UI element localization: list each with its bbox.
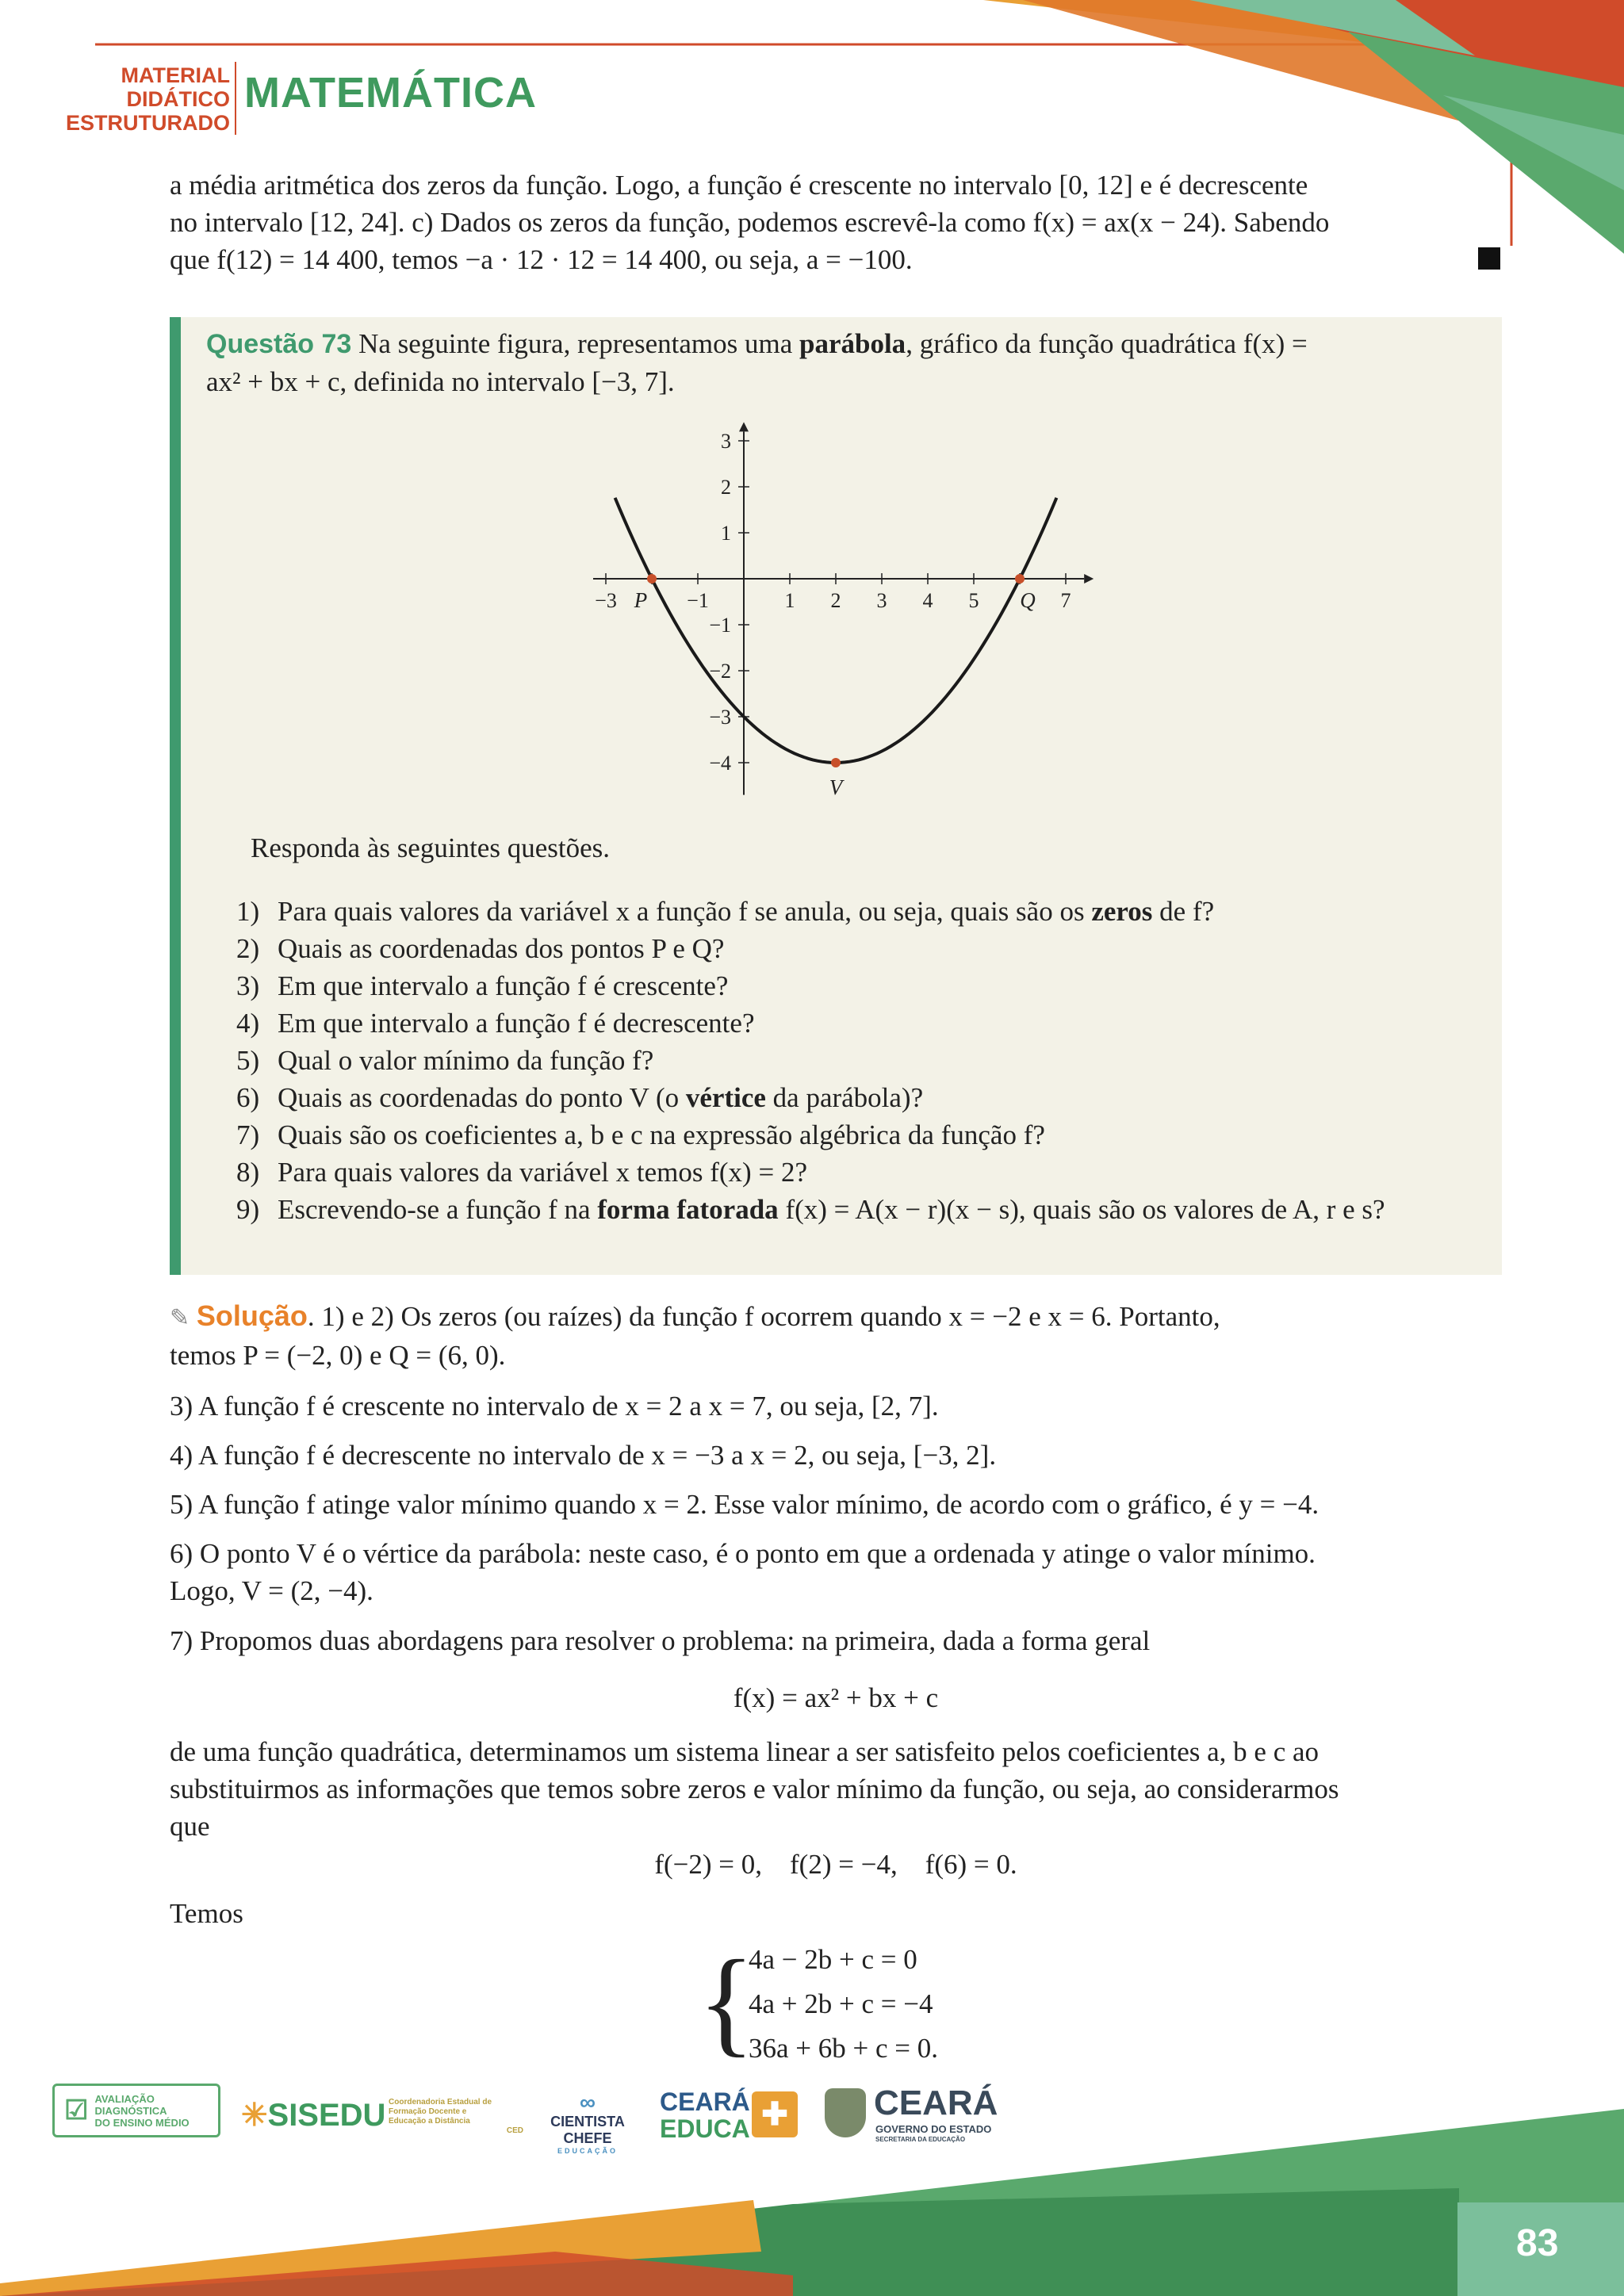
end-of-proof-square (1478, 247, 1500, 270)
x-tick-label: 7 (1060, 589, 1071, 612)
question-text-a: Na seguinte figura, representamos uma (358, 328, 799, 359)
question-item-number: 4) (236, 1008, 260, 1039)
solution-p3: 3) A função f é crescente no intervalo de x = 2 a x = 7, ou seja, [2, 7]. (170, 1391, 939, 1422)
solution-p1b: temos P = (−2, 0) e Q = (6, 0). (170, 1340, 506, 1371)
system-eq-1: 4a − 2b + c = 0 (749, 1944, 917, 1975)
brand-line-3: ESTRUTURADO (66, 111, 230, 135)
parabola-curve (615, 498, 1057, 763)
page-number: 83 (1516, 2222, 1559, 2264)
logo1-line2: DIAGNÓSTICA (94, 2104, 167, 2117)
question-item-number: 3) (236, 970, 260, 1001)
question-item-number: 7) (236, 1119, 260, 1150)
question-item-number: 1) (236, 896, 260, 927)
solution-p6a: 6) O ponto V é o vértice da parábola: neste caso, é o ponto em que a ordenada y atinge o valor mínimo. (170, 1538, 1316, 1569)
solution-p6 (170, 1535, 1502, 1609)
question-label: Questão 73 (206, 329, 352, 359)
y-tick-label: −3 (709, 706, 731, 729)
intro-line-3: que f(12) = 14 400, temos −a · 12 · 12 = 14 400, ou seja, a = −100. (170, 244, 913, 275)
intro-line-2: no intervalo [12, 24]. c) Dados os zeros da função, podemos escrevê-la como f(x) = ax(x − 24). Sabendo (170, 207, 1330, 238)
point-label-q: Q (1020, 588, 1036, 612)
solution-icon: ✎ (170, 1305, 190, 1331)
logo4-line1: CIENTISTA CHEFE (550, 2114, 625, 2146)
logo3-line1: Coordenadoria Estadual de (389, 2098, 492, 2107)
brand-divider (235, 62, 236, 135)
question-item-number: 8) (236, 1157, 260, 1188)
brand-logo-text (63, 63, 230, 135)
logo-governo-ceara (825, 2084, 1015, 2150)
question-item-text-a: Quais são os coeficientes a, b e c na expressão algébrica da função f? (278, 1119, 1045, 1150)
system-brace: { (698, 1936, 755, 2068)
educa-star-icon: ✚ (752, 2091, 798, 2137)
x-tick-label: 4 (922, 589, 933, 612)
system-eq-3: 36a + 6b + c = 0. (749, 2033, 939, 2064)
question-item-text-a: Em que intervalo a função f é decrescente? (278, 1008, 755, 1039)
y-tick-label: 1 (721, 522, 731, 545)
partner-logos (48, 2084, 1031, 2163)
logo3-line3: Educação a Distância (389, 2117, 470, 2126)
question-text-line2: ax² + bx + c, definida no intervalo [−3, 7]. (206, 366, 675, 397)
question-item (236, 1191, 1505, 1228)
question-item (236, 893, 1505, 930)
question-item-text (278, 1191, 1505, 1228)
y-tick-label: 2 (721, 476, 731, 499)
x-tick-label: 1 (784, 589, 795, 612)
logo3-line2: Formação Docente e (389, 2107, 467, 2116)
point-v (831, 758, 841, 767)
question-item (236, 1154, 1505, 1191)
logo-ced (389, 2084, 523, 2161)
solution-paragraph-1 (170, 1297, 1502, 1374)
logo6-line3: SECRETARIA DA EDUCAÇÃO (875, 2136, 966, 2143)
subject-title: MATEMÁTICA (244, 69, 537, 117)
logo-cientista-chefe (528, 2084, 647, 2155)
y-axis-arrow-icon (739, 422, 749, 431)
question-box (170, 317, 1502, 1275)
question-item (236, 1004, 1505, 1042)
logo6-line1: CEARÁ (874, 2084, 998, 2122)
question-item-number: 2) (236, 933, 260, 964)
question-item-text (278, 967, 1505, 1004)
x-tick-label: −1 (687, 589, 709, 612)
solution-p8 (170, 1733, 1502, 1845)
question-item-text (278, 1116, 1505, 1154)
question-statement (206, 325, 1499, 401)
logo-avaliacao-diagnostica (52, 2084, 220, 2137)
solution-p8c: que (170, 1811, 210, 1842)
solution-label: Solução (196, 1299, 308, 1332)
question-item-number: 6) (236, 1082, 260, 1113)
point-p (647, 574, 657, 584)
question-item-text-bold: forma fatorada (597, 1194, 779, 1225)
question-list (236, 893, 1505, 1228)
question-item-number: 9) (236, 1194, 260, 1225)
question-item (236, 1042, 1505, 1079)
question-item-text-a: Para quais valores da variável x a função f se anula, ou seja, quais são os (278, 896, 1092, 927)
logo-ceara-educa (660, 2084, 802, 2152)
question-item-text-bold: zeros (1091, 896, 1153, 927)
question-item-text-c: da parábola)? (765, 1082, 924, 1113)
question-item-text (278, 1004, 1505, 1042)
question-item-text-a: Em que intervalo a função f é crescente? (278, 970, 729, 1001)
point-label-v: V (829, 775, 843, 799)
question-text-bold: parábola (799, 328, 906, 359)
page-number-box (1457, 2202, 1624, 2296)
logo1-line1: AVALIAÇÃO (94, 2092, 155, 2105)
question-item (236, 1116, 1505, 1154)
parabola-graph (593, 412, 1101, 809)
solution-p5: 5) A função f atinge valor mínimo quando x = 2. Esse valor mínimo, de acordo com o gráfico, é y = −4. (170, 1489, 1320, 1520)
question-item-text-c: f(x) = A(x − r)(x − s), quais são os valores de A, r e s? (778, 1194, 1385, 1225)
solution-p9: Temos (170, 1898, 243, 1929)
question-text-b: , gráfico da função quadrática f(x) = (906, 328, 1308, 359)
check-icon: ☑ (64, 2095, 89, 2126)
logo5-line2: EDUCA (660, 2114, 750, 2143)
solution-p6b: Logo, V = (2, −4). (170, 1575, 373, 1606)
question-item-text (278, 930, 1505, 967)
question-item-text-a: Para quais valores da variável x temos f(x) = 2? (278, 1157, 807, 1188)
solution-p8b: substituirmos as informações que temos sobre zeros e valor mínimo da função, ou seja, ao considerarmos (170, 1774, 1339, 1804)
solution-p7: 7) Propomos duas abordagens para resolver o problema: na primeira, dada a forma geral (170, 1625, 1151, 1656)
brand-line-2: DIDÁTICO (126, 87, 230, 111)
question-item (236, 1079, 1505, 1116)
y-tick-label: −1 (709, 614, 731, 637)
logo1-line3: DO ENSINO MÉDIO (94, 2116, 190, 2129)
equation-conditions: f(−2) = 0, f(2) = −4, f(6) = 0. (654, 1849, 1017, 1880)
intro-line-1: a média aritmética dos zeros da função. Logo, a função é crescente no intervalo [0, 12] e é decrescente (170, 170, 1308, 201)
x-axis-arrow-icon (1084, 574, 1094, 584)
question-item (236, 967, 1505, 1004)
x-tick-label: 2 (830, 589, 841, 612)
question-item-text (278, 1154, 1505, 1191)
equation-general-form: f(x) = ax² + bx + c (733, 1682, 939, 1713)
question-item-text (278, 1079, 1505, 1116)
question-item-text (278, 893, 1505, 930)
question-item-text-a: Escrevendo-se a função f na (278, 1194, 598, 1225)
logo3-line4: CED (506, 2126, 523, 2135)
intro-paragraph (170, 166, 1502, 278)
y-tick-label: −2 (709, 660, 731, 683)
question-item-number: 5) (236, 1045, 260, 1076)
question-prompt: Responda às seguintes questões. (251, 832, 610, 863)
system-eq-2: 4a + 2b + c = −4 (749, 1988, 933, 2019)
x-tick-label: −3 (595, 589, 617, 612)
question-item-text (278, 1042, 1505, 1079)
solution-p8a: de uma função quadrática, determinamos um sistema linear a ser satisfeito pelos coeficientes a, b e c ao (170, 1736, 1320, 1767)
question-item-text-a: Quais as coordenadas dos pontos P e Q? (278, 933, 725, 964)
question-item-text-a: Qual o valor mínimo da função f? (278, 1045, 654, 1076)
logo4-line2: EDUCAÇÃO (557, 2147, 618, 2155)
question-item-text-bold: vértice (685, 1082, 766, 1113)
question-item-text-c: de f? (1152, 896, 1215, 927)
question-item (236, 930, 1505, 967)
infinity-icon: ∞ (580, 2090, 596, 2114)
x-tick-label: 3 (876, 589, 887, 612)
question-item-text-a: Quais as coordenadas do ponto V (o (278, 1082, 686, 1113)
logo2-text: SISEDU (267, 2097, 386, 2133)
sisedu-mark-icon: ✳ (241, 2098, 268, 2133)
brand-line-1: MATERIAL (121, 63, 230, 87)
logo6-line2: GOVERNO DO ESTADO (875, 2123, 992, 2135)
point-q (1015, 574, 1025, 584)
y-tick-label: 3 (721, 430, 731, 453)
x-tick-label: 5 (968, 589, 979, 612)
state-seal-icon (825, 2088, 866, 2137)
solution-p4: 4) A função f é decrescente no intervalo de x = −3 a x = 2, ou seja, [−3, 2]. (170, 1440, 997, 1471)
y-tick-label: −4 (709, 752, 731, 775)
solution-p1a: . 1) e 2) Os zeros (ou raízes) da função f ocorrem quando x = −2 e x = 6. Portanto, (307, 1301, 1220, 1332)
logo5-line1: CEARÁ (660, 2087, 750, 2116)
point-label-p: P (634, 588, 648, 612)
